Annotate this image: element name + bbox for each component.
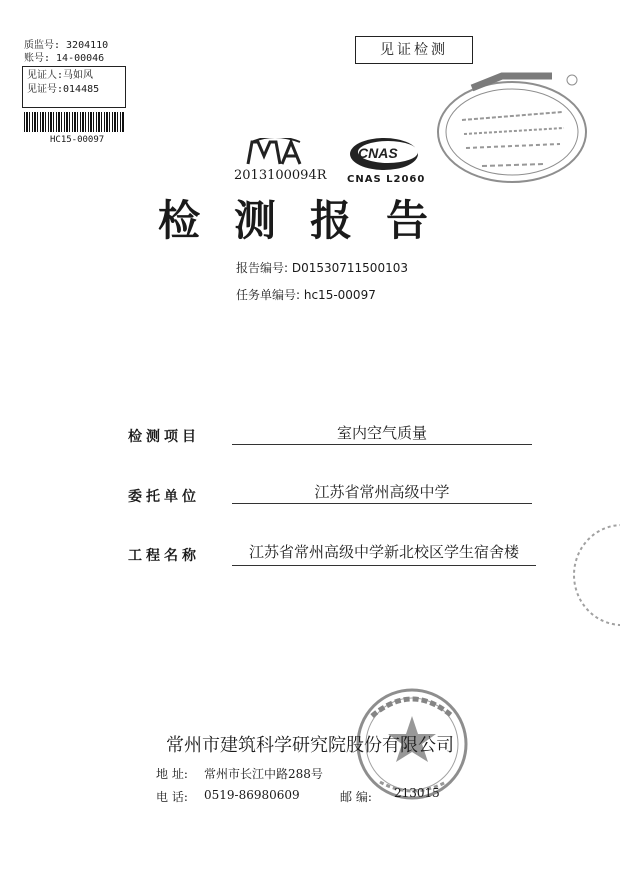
- task-number: 任务单编号: hc15-00097: [236, 288, 376, 302]
- field-label-project: 工程名称: [128, 548, 200, 564]
- field-label-client: 委托单位: [128, 489, 200, 505]
- witness-id: 见证号:014485: [27, 84, 100, 95]
- cnas-logo-icon: [344, 134, 424, 176]
- barcode-text: HC15-00097: [50, 135, 105, 145]
- address-label: 地 址:: [156, 767, 188, 781]
- phone-value: 0519-86980609: [204, 788, 300, 802]
- field-label-test-item: 检测项目: [128, 429, 200, 445]
- witness-info-box: [22, 66, 126, 108]
- report-number: 报告编号: D01530711500103: [236, 261, 408, 275]
- witness-person: 见证人:马如风: [27, 70, 94, 81]
- field-value-project: 江苏省常州高级中学新北校区学生宿舍楼: [232, 541, 536, 566]
- field-value-client: 江苏省常州高级中学: [232, 481, 532, 504]
- postcode-label: 邮 编:: [340, 790, 372, 804]
- barcode: [24, 112, 124, 132]
- postcode-value: 213015: [394, 786, 440, 800]
- cma-logo-icon: [244, 138, 306, 168]
- witness-test-box: 见证检测: [355, 36, 473, 64]
- company-name: 常州市建筑科学研究院股份有限公司: [166, 735, 454, 756]
- inspection-seal-icon: [432, 70, 592, 188]
- report-title: 检测报告: [157, 196, 462, 245]
- address-value: 常州市长江中路288号: [204, 767, 323, 781]
- edge-seal-icon: [560, 520, 620, 630]
- account-no: 账号: 14-00046: [24, 53, 105, 64]
- svg-text:CNAS: CNAS: [358, 145, 398, 161]
- cnas-code: CNAS L2060: [347, 174, 426, 185]
- phone-label: 电 话:: [156, 790, 188, 804]
- field-value-test-item: 室内空气质量: [232, 422, 532, 445]
- quality-supervision-no: 质监号: 3204110: [24, 40, 109, 51]
- cma-code: 2013100094R: [234, 168, 327, 183]
